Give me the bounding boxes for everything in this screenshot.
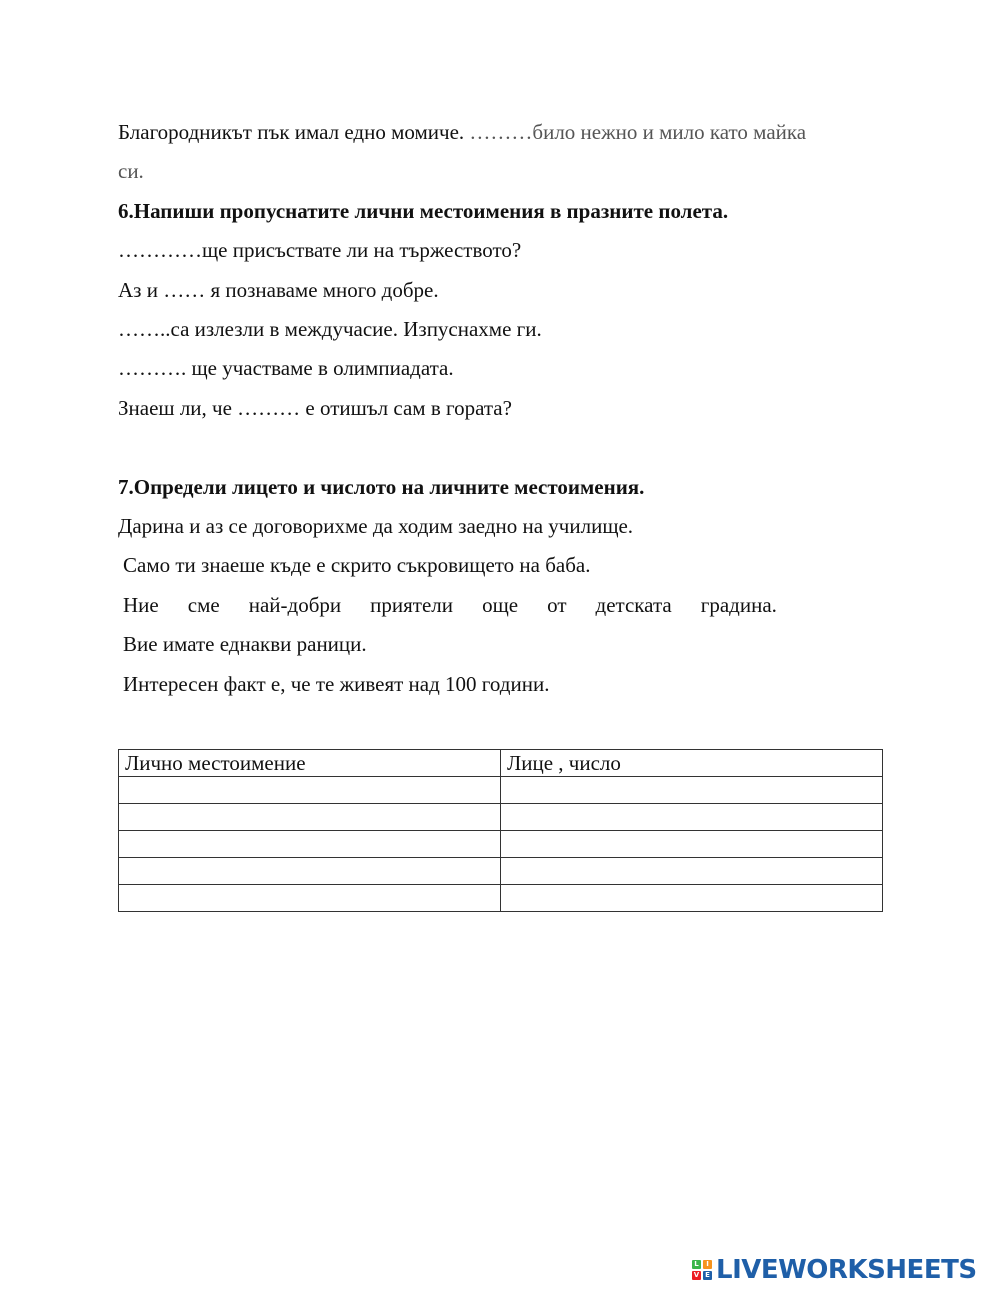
task7-sentence-1: Дарина и аз се договорихме да ходим заедно на училище.: [118, 514, 634, 538]
answer-cell-person-number[interactable]: [501, 804, 883, 831]
intro-line-1: [118, 120, 806, 144]
intro-text-a: Благородникът пък имал едно момиче.: [118, 120, 470, 144]
task6-sentence-1: …………ще присъствате ли на тържеството?: [118, 238, 522, 262]
table-header-row: [119, 750, 883, 777]
table-row: [119, 777, 883, 804]
logo-text: LIVEWORKSHEETS: [716, 1255, 977, 1285]
task7-sentence-2: Само ти знаеше къде е скрито съкровището на баба.: [123, 553, 591, 577]
table-row: [119, 858, 883, 885]
logo-mark-letter: L: [692, 1260, 701, 1269]
logo-mark-letter: V: [693, 1271, 700, 1279]
answer-cell-pronoun[interactable]: [119, 777, 501, 804]
answer-cell-person-number[interactable]: [501, 885, 883, 912]
table-header-person-number: Лице , число: [501, 750, 883, 777]
word: сме: [187, 593, 220, 617]
answer-cell-pronoun[interactable]: [119, 804, 501, 831]
word: от: [547, 593, 567, 617]
word: Ние: [123, 593, 159, 617]
answer-table: [118, 749, 883, 912]
task7-sentence-5: Интересен факт е, че те живеят над 100 години.: [123, 672, 550, 696]
word: най-добри: [248, 593, 342, 617]
answer-cell-person-number[interactable]: [501, 777, 883, 804]
logo-mark-letter: E: [703, 1271, 712, 1280]
task6-sentence-5: Знаеш ли, че ……… е отишъл сам в гората?: [118, 396, 512, 420]
word: детската: [595, 593, 672, 617]
table-row: [119, 885, 883, 912]
table-header-pronoun: Лично местоимение: [119, 750, 501, 777]
word: градина.: [700, 593, 777, 617]
task6-title: 6.Напиши пропуснатите лични местоимения в празните полета.: [118, 199, 729, 223]
task7-title: 7.Определи лицето и числото на личните местоимения.: [118, 475, 645, 499]
answer-cell-pronoun[interactable]: [119, 885, 501, 912]
liveworksheets-logo: [692, 1256, 977, 1284]
task6-sentence-4: ………. ще участваме в олимпиадата.: [118, 356, 454, 380]
task7-sentence-3: [123, 593, 777, 617]
logo-mark-letter: I: [703, 1260, 712, 1269]
answer-cell-pronoun[interactable]: [119, 858, 501, 885]
table-row: [119, 804, 883, 831]
answer-cell-person-number[interactable]: [501, 858, 883, 885]
word: още: [482, 593, 519, 617]
task6-sentence-2: Аз и …… я познаваме много добре.: [118, 278, 439, 302]
intro-text-b: ………било нежно и мило като майка: [469, 120, 807, 144]
task7-sentence-4: Вие имате еднакви раници.: [123, 632, 367, 656]
logo-mark-icon: [692, 1260, 712, 1280]
intro-line-2: си.: [118, 159, 144, 183]
answer-cell-person-number[interactable]: [501, 831, 883, 858]
answer-cell-pronoun[interactable]: [119, 831, 501, 858]
word: приятели: [370, 593, 454, 617]
table-row: [119, 831, 883, 858]
task6-sentence-3: ……..са излезли в междучасие. Изпуснахме ги.: [118, 317, 542, 341]
